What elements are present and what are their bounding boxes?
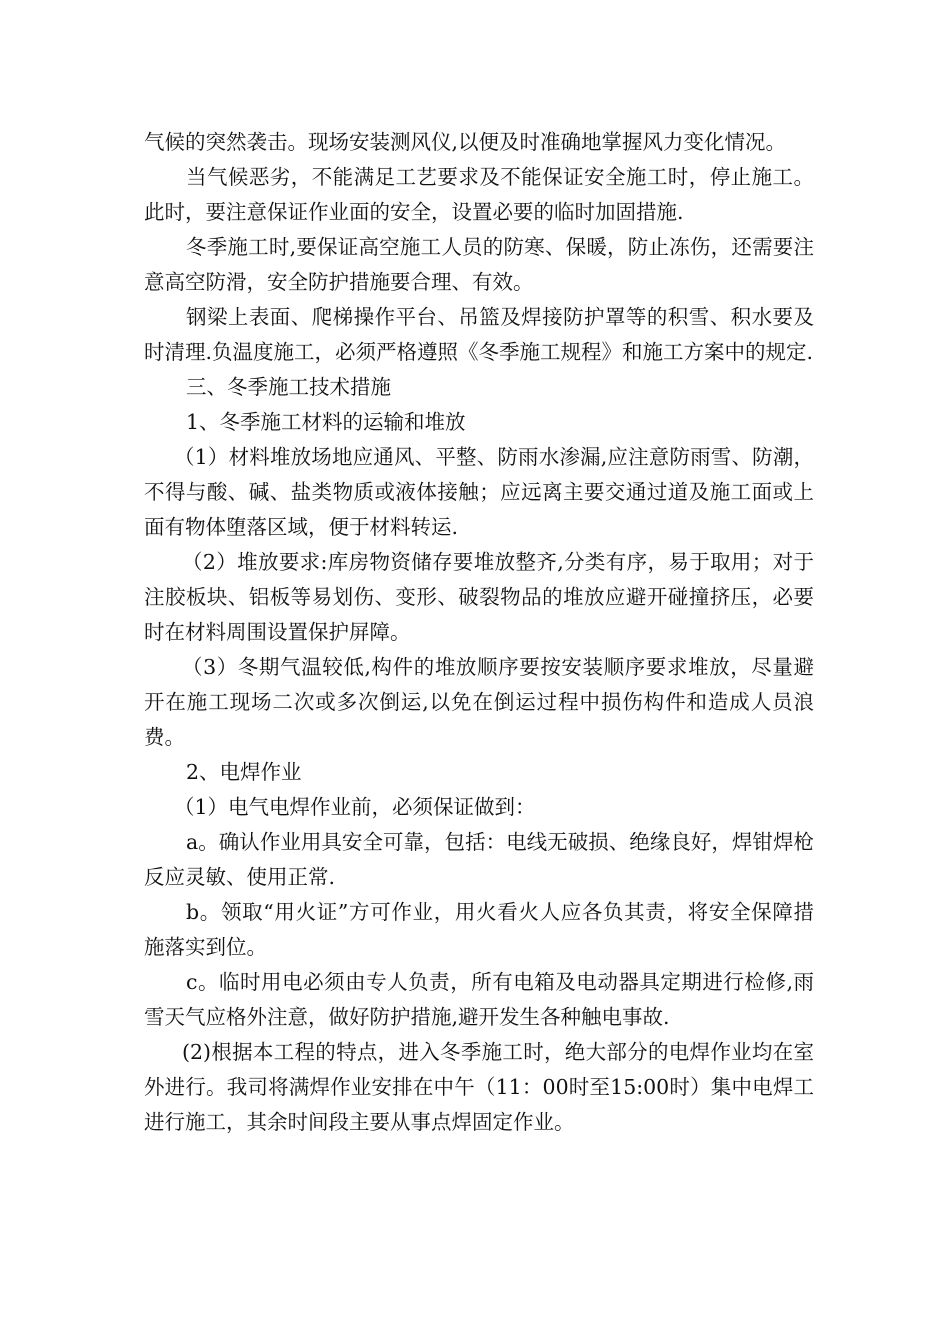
- paragraph-stacking-requirements: （2）堆放要求:库房物资储存要堆放整齐,分类有序，易于取用；对于注胶板块、铝板等易划伤、变形、破裂物品的堆放应避开碰撞挤压，必要时在材料周围设置保护屏障。: [144, 550, 814, 644]
- paragraph-welding-prerequisites: （1）电气电焊作业前，必须保证做到：: [174, 795, 536, 819]
- list-item-c-electricity: c。临时用电必须由专人负责，所有电箱及电动器具定期进行检修,雨雪天气应格外注意，做好防护措施,避开发生各种触电事故.: [144, 970, 814, 1029]
- paragraph-snow-clearing: 钢梁上表面、爬梯操作平台、吊篮及焊接防护罩等的积雪、积水要及时清理.负温度施工，必须严格遵照《冬季施工规程》和施工方案中的规定.: [144, 305, 814, 364]
- list-item-b-fire-permit: b。领取“用火证”方可作业，用火看火人应各负其责，将安全保障措施落实到位。: [144, 900, 814, 959]
- document-body: [144, 125, 814, 1140]
- paragraph-weather-continued: 气候的突然袭击。现场安装测风仪,以便及时准确地掌握风力变化情况。: [144, 130, 787, 154]
- subsection-heading-welding: 2、电焊作业: [186, 760, 302, 784]
- section-heading-winter-measures: 三、冬季施工技术措施: [186, 375, 391, 399]
- list-item-a-tools: a。确认作业用具安全可靠，包括：电线无破损、绝缘良好，焊钳焊枪反应灵敏、使用正常.: [144, 830, 814, 889]
- paragraph-bad-weather: 当气候恶劣，不能满足工艺要求及不能保证安全施工时，停止施工。此时，要注意保证作业面的安全，设置必要的临时加固措施.: [144, 165, 814, 224]
- subsection-heading-materials: 1、冬季施工材料的运输和堆放: [186, 410, 466, 434]
- paragraph-cold-protection: 冬季施工时,要保证高空施工人员的防寒、保暖，防止冻伤，还需要注意高空防滑，安全防护措施要合理、有效。: [144, 235, 814, 294]
- paragraph-welding-schedule: (2)根据本工程的特点，进入冬季施工时，绝大部分的电焊作业均在室外进行。我司将满焊作业安排在中午（11：00时至15:00时）集中电焊工进行施工，其余时间段主要从事点焊固定作业。: [144, 1040, 814, 1134]
- paragraph-stacking-order: （3）冬期气温较低,构件的堆放顺序要按安装顺序要求堆放，尽量避开在施工现场二次或多次倒运,以免在倒运过程中损伤构件和造成人员浪费。: [144, 655, 814, 749]
- paragraph-material-storage-site: （1）材料堆放场地应通风、平整、防雨水渗漏,应注意防雨雪、防潮，不得与酸、碱、盐类物质或液体接触；应远离主要交通过道及施工面或上面有物体堕落区域，便于材料转运.: [144, 445, 814, 539]
